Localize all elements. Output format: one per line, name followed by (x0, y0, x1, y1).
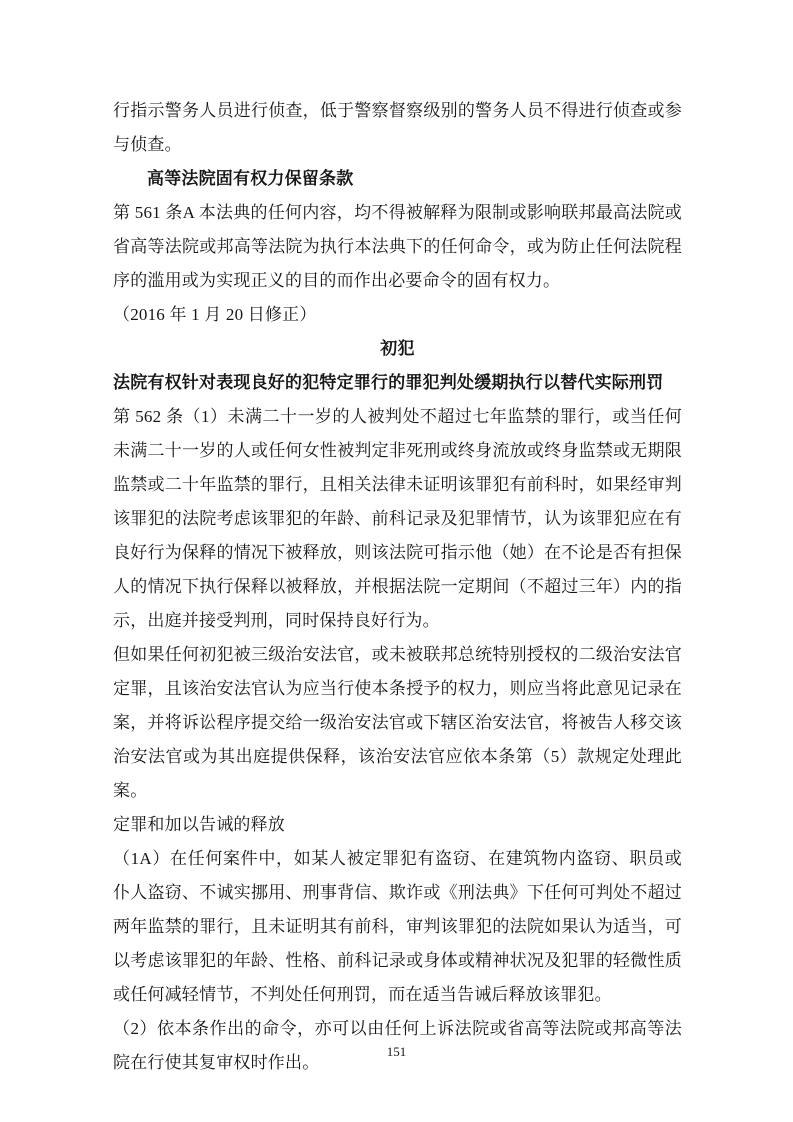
paragraph-police-investigation: 行指示警务人员进行侦查，低于警察督察级别的警务人员不得进行侦查或参与侦查。 (113, 101, 682, 154)
amendment-note: （2016 年 1 月 20 日修正） (113, 305, 317, 324)
paragraph-section-561A: 第 561 条A 本法典的任何内容，均不得被解释为限制或影响联邦最高法院或省高等法院或邦高等法院为执行本法典下的任何命令，或为防止任何法院程序的滥用或为实现正义的目的而作出必要命令的固有权力。 (113, 203, 682, 290)
section-heading-high-court-saving: 高等法院固有权力保留条款 (147, 169, 354, 188)
paragraph-2: （2）依本条作出的命令，亦可以由任何上诉法院或省高等法院或邦高等法院在行使其复审权时作出。 (113, 1019, 682, 1072)
paragraph-section-562-1: 第 562 条（1）未满二十一岁的人被判处不超过七年监禁的罪行，或当任何未满二十一岁的人或任何女性被判定非死刑或终身流放或终身监禁或无期限监禁或二十年监禁的罪行，且相关法律未证明该罪犯有前科时，如果经审判该罪犯的法院考虑该罪犯的年龄、前科记录及犯罪情节，认为该罪犯应在有良好行为保释的情况下被释放，则该法院可指示他（她）在不论是否有担保人的情况下执行保释以被释放，并根据法院一定期间（不超过三年）内的指示，出庭并接受判刑，同时保持良好行为。 (113, 407, 682, 630)
document-body (113, 94, 682, 1080)
paragraph-1A: （1A）在任何案件中，如某人被定罪犯有盗窃、在建筑物内盗窃、职员或仆人盗窃、不诚实挪用、刑事背信、欺诈或《刑法典》下任何可判处不超过两年监禁的罪行，且未证明其有前科，审判该罪犯的法院如果认为适当，可以考虑该罪犯的年龄、性格、前科记录或身体或精神状况及犯罪的轻微性质或任何减轻情节，不判处任何刑罚，而在适当告诫后释放该罪犯。 (113, 849, 682, 1004)
chapter-heading-first-offenders: 初犯 (380, 339, 415, 358)
paragraph-562-proviso: 但如果任何初犯被三级治安法官，或未被联邦总统特别授权的二级治安法官定罪，且该治安法官认为应当行使本条授予的权力，则应当将此意见记录在案，并将诉讼程序提交给一级治安法官或下辖区治安法官，将被告人移交该治安法官或为其出庭提供保释，该治安法官应依本条第（5）款规定处理此案。 (113, 645, 682, 800)
subheading-release-admonition: 定罪和加以告诫的释放 (113, 815, 285, 834)
page-number: 151 (386, 1044, 407, 1059)
section-heading-probation-power: 法院有权针对表现良好的犯特定罪行的罪犯判处缓期执行以替代实际刑罚 (113, 373, 664, 392)
